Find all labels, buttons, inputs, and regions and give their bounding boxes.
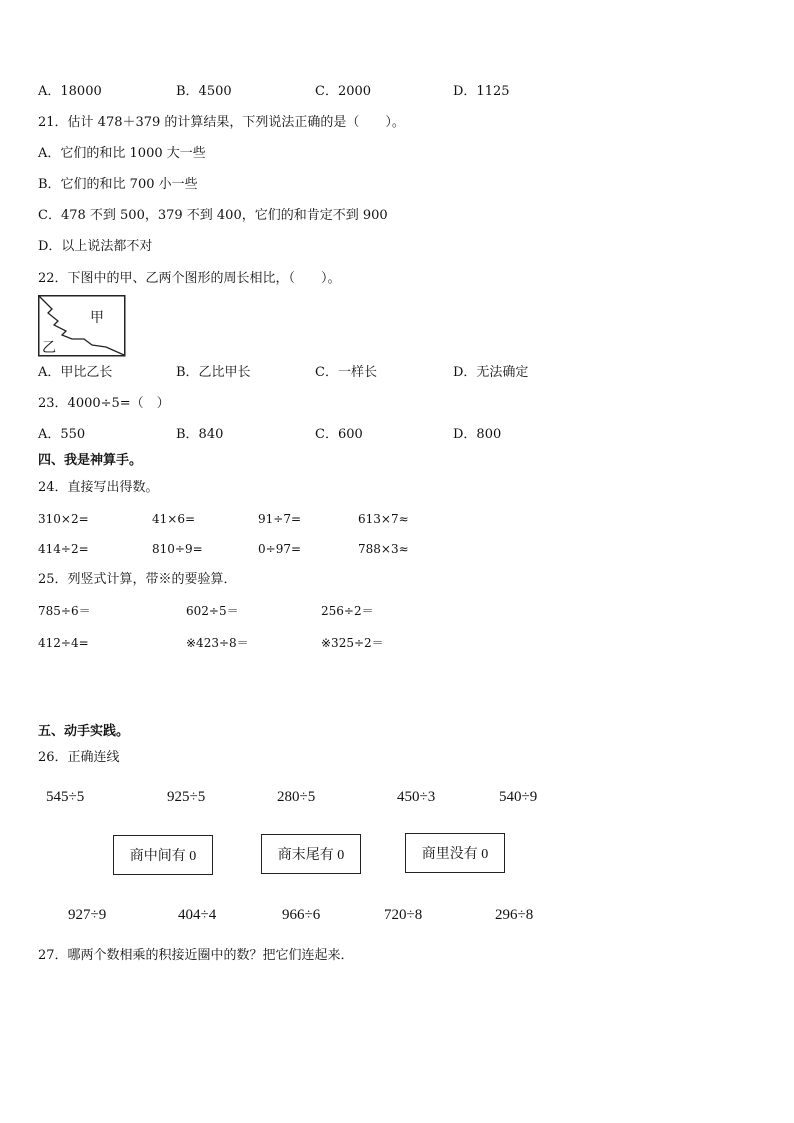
q27-stem: 27．哪两个数相乘的积接近圈中的数？把它们连起来． (38, 948, 354, 963)
q26-top-item: 540÷9 (499, 789, 538, 805)
q26-top-item: 925÷5 (167, 789, 206, 805)
q25-item: 785÷6＝ (38, 604, 91, 618)
q26-box-label: 商里没有 0 (421, 847, 489, 862)
q26-bottom-item: 927÷9 (68, 907, 107, 923)
section-5-title: 五、动手实践。 (38, 724, 130, 739)
q25-item: 412÷4= (38, 636, 89, 650)
q26-bottom-item: 404÷4 (178, 907, 217, 923)
q23-option-c: C．600 (315, 427, 363, 442)
q24-item: 613×7≈ (358, 512, 409, 526)
q25-item: 256÷2＝ (321, 604, 374, 618)
q23-option-b: B．840 (176, 427, 224, 442)
q26-box-end-zero (261, 834, 361, 874)
q26-bottom-item: 720÷8 (384, 907, 423, 923)
q22-label-jia: 甲 (90, 310, 104, 326)
q26-box-label: 商中间有 0 (129, 849, 197, 864)
q25-item: 602÷5＝ (186, 604, 239, 618)
q25-stem: 25．列竖式计算，带※的要验算． (38, 572, 237, 587)
q20-option-c: C．2000 (315, 84, 372, 99)
q26-top-item: 545÷5 (46, 789, 85, 805)
q26-bottom-item: 296÷8 (495, 907, 534, 923)
q20-option-a: A．18000 (38, 84, 102, 99)
q22-stem: 22．下图中的甲、乙两个图形的周长相比，（ ）。 (38, 271, 341, 286)
q22-label-yi: 乙 (42, 340, 56, 356)
q25-item: ※325÷2＝ (321, 636, 384, 650)
q20-option-b: B．4500 (176, 84, 232, 99)
q21-option-b: B．它们的和比 700 小一些 (38, 177, 198, 192)
q21-option-d: D．以上说法都不对 (38, 239, 153, 254)
q22-option-a: A．甲比乙长 (38, 365, 113, 380)
q26-box-middle-zero (113, 835, 213, 875)
q26-stem: 26．正确连线 (38, 750, 120, 765)
q24-stem: 24．直接写出得数。 (38, 480, 159, 495)
q24-item: 41×6= (152, 512, 196, 526)
q24-item: 788×3≈ (358, 542, 409, 556)
q26-top-item: 280÷5 (277, 789, 316, 805)
q21-option-c: C．478 不到 500，379 不到 400，它们的和肯定不到 900 (38, 208, 388, 223)
q24-item: 414÷2= (38, 542, 89, 556)
q23-option-a: A．550 (38, 427, 86, 442)
q21-option-a: A．它们的和比 1000 大一些 (38, 146, 206, 161)
q26-bottom-item: 966÷6 (282, 907, 321, 923)
section-4-title: 四、我是神算手。 (38, 453, 143, 468)
q24-item: 0÷97= (258, 542, 302, 556)
q24-item: 810÷9= (152, 542, 203, 556)
q23-option-d: D．800 (453, 427, 502, 442)
q24-item: 310×2= (38, 512, 89, 526)
q25-item: ※423÷8＝ (186, 636, 249, 650)
q22-option-d: D．无法确定 (453, 365, 529, 380)
q26-top-item: 450÷3 (397, 789, 436, 805)
q26-box-label: 商末尾有 0 (277, 848, 345, 863)
q22-option-c: C．一样长 (315, 365, 377, 380)
q22-figure (38, 295, 126, 357)
q21-stem: 21．估计 478＋379 的计算结果，下列说法正确的是（ ）。 (38, 115, 405, 130)
q22-option-b: B．乙比甲长 (176, 365, 251, 380)
q26-box-no-zero (405, 833, 505, 873)
q20-option-d: D．1125 (453, 84, 510, 99)
q23-stem: 23．4000÷5=（ ） (38, 396, 170, 411)
q24-item: 91÷7= (258, 512, 302, 526)
